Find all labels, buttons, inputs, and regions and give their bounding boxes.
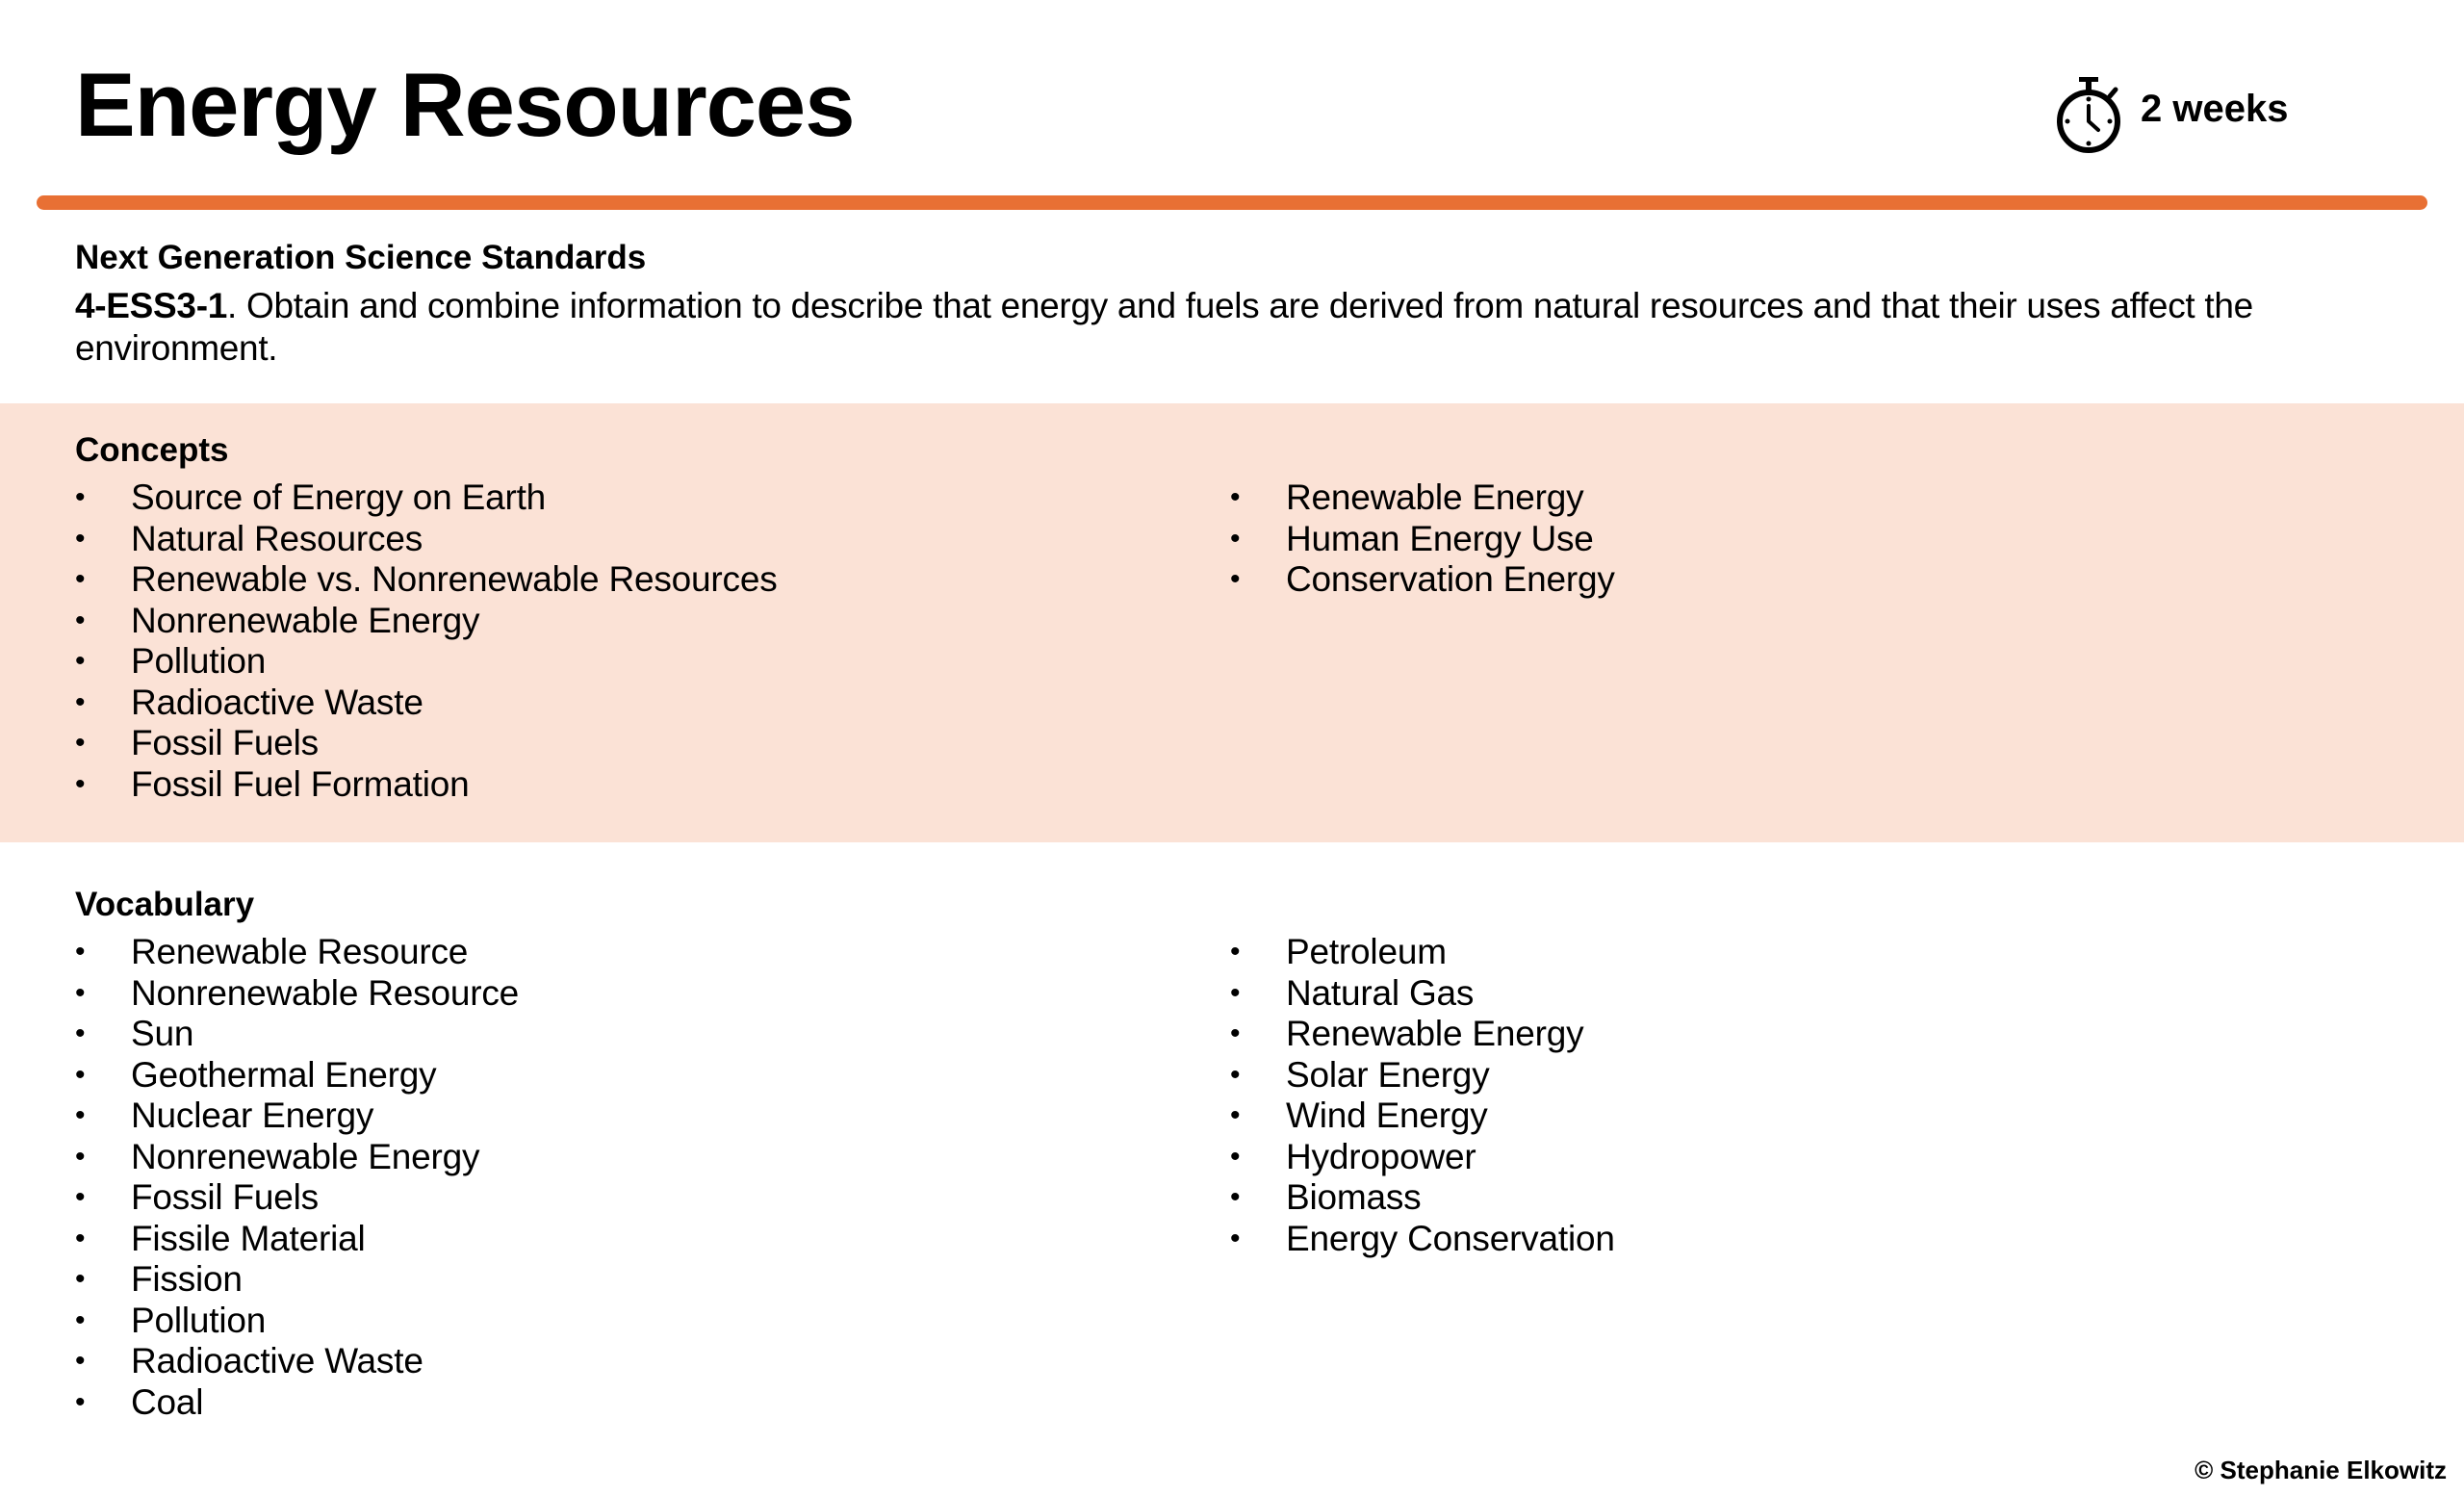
bullet-icon: • — [1230, 522, 1241, 555]
concept-item — [1230, 559, 1615, 601]
vocabulary-item-text: Biomass — [1286, 1177, 1422, 1217]
concepts-section — [75, 429, 2424, 805]
bullet-icon: • — [75, 1140, 86, 1173]
concepts-heading: Concepts — [75, 431, 229, 469]
bullet-icon: • — [75, 767, 86, 800]
bullet-icon: • — [1230, 1099, 1241, 1131]
bullet-icon: • — [75, 1099, 86, 1131]
vocabulary-item-text: Pollution — [131, 1300, 267, 1340]
page-title: Energy Resources — [75, 54, 855, 155]
vocabulary-item-text: Radioactive Waste — [131, 1341, 424, 1380]
vocabulary-item-text: Hydropower — [1286, 1136, 1476, 1176]
bullet-icon: • — [75, 1018, 86, 1049]
concept-item-text: Human Energy Use — [1286, 518, 1594, 558]
bullet-icon: • — [75, 563, 86, 595]
bullet-icon: • — [1230, 1058, 1241, 1091]
standard-code: 4-ESS3-1 — [75, 286, 228, 325]
bullet-icon: • — [75, 685, 86, 718]
vocabulary-heading: Vocabulary — [75, 886, 255, 923]
vocabulary-item — [75, 1382, 1230, 1424]
bullet-icon: • — [1230, 936, 1241, 967]
vocabulary-item — [1230, 1219, 1615, 1260]
concept-item — [75, 641, 1230, 683]
bullet-icon: • — [75, 1222, 86, 1254]
bullet-icon: • — [1230, 1018, 1241, 1049]
vocabulary-item — [1230, 1137, 1615, 1178]
bullet-icon: • — [75, 1263, 86, 1295]
vocabulary-list-left — [75, 932, 1230, 1423]
vocabulary-item-text: Nonrenewable Energy — [131, 1136, 480, 1176]
vocabulary-item-text: Wind Energy — [1286, 1096, 1488, 1135]
concept-item-text: Source of Energy on Earth — [131, 477, 547, 517]
vocabulary-item-text: Fissile Material — [131, 1218, 366, 1258]
concept-item — [1230, 519, 1615, 560]
concept-item — [75, 559, 1230, 601]
vocabulary-item-text: Fission — [131, 1259, 243, 1299]
concept-item-text: Pollution — [131, 641, 267, 681]
vocabulary-item-text: Renewable Resource — [131, 932, 469, 971]
bullet-icon: • — [75, 1345, 86, 1377]
standard-text: . Obtain and combine information to describe that energy and fuels are derived from natural resources and that their uses affect the environment. — [75, 286, 2253, 368]
bullet-icon: • — [1230, 1140, 1241, 1173]
vocabulary-item — [75, 932, 1230, 973]
vocabulary-item-text: Sun — [131, 1014, 194, 1053]
vocabulary-item — [75, 1177, 1230, 1219]
bullet-icon: • — [75, 645, 86, 677]
vocabulary-item-text: Petroleum — [1286, 932, 1447, 971]
concept-item — [75, 477, 1230, 519]
concept-item-text: Radioactive Waste — [131, 682, 424, 722]
vocabulary-item — [75, 1096, 1230, 1137]
bullet-icon: • — [1230, 481, 1241, 513]
vocabulary-item — [75, 1137, 1230, 1178]
vocabulary-item — [75, 1341, 1230, 1382]
vocabulary-item — [1230, 1177, 1615, 1219]
bullet-icon: • — [1230, 976, 1241, 1009]
bullet-icon: • — [75, 936, 86, 967]
concept-item-text: Nonrenewable Energy — [131, 600, 480, 640]
bullet-icon: • — [75, 1181, 86, 1213]
concept-item-text: Fossil Fuels — [131, 723, 319, 762]
concept-item — [75, 723, 1230, 764]
concept-item — [75, 683, 1230, 724]
vocabulary-item — [75, 1259, 1230, 1301]
vocabulary-item — [1230, 1096, 1615, 1137]
duration-label: 2 weeks — [2141, 88, 2289, 130]
vocabulary-item-text: Energy Conservation — [1286, 1218, 1615, 1258]
vocabulary-item — [1230, 1055, 1615, 1096]
concept-item-text: Fossil Fuel Formation — [131, 763, 470, 804]
concept-item — [1230, 477, 1615, 519]
concept-item-text: Natural Resources — [131, 518, 424, 558]
bullet-icon: • — [75, 481, 86, 513]
vocabulary-item — [75, 1014, 1230, 1055]
concept-item-text: Renewable Energy — [1286, 477, 1584, 517]
stopwatch-icon — [2056, 75, 2127, 154]
vocabulary-item — [75, 1055, 1230, 1096]
orange-divider — [37, 195, 2427, 210]
vocabulary-item-text: Nonrenewable Resource — [131, 972, 520, 1013]
bullet-icon: • — [1230, 563, 1241, 595]
concept-item-text: Renewable vs. Nonrenewable Resources — [131, 559, 778, 599]
concept-item-text: Conservation Energy — [1286, 559, 1615, 599]
concept-item — [75, 519, 1230, 560]
vocabulary-item-text: Nuclear Energy — [131, 1096, 374, 1135]
bullet-icon: • — [75, 1058, 86, 1091]
vocabulary-item — [75, 1219, 1230, 1260]
copyright-notice: © Stephanie Elkowitz — [2194, 1456, 2447, 1484]
concepts-list-left — [75, 477, 1230, 805]
bullet-icon: • — [1230, 1181, 1241, 1213]
vocabulary-item — [1230, 973, 1615, 1015]
bullet-icon: • — [75, 1385, 86, 1418]
bullet-icon: • — [75, 522, 86, 555]
bullet-icon: • — [75, 976, 86, 1009]
vocabulary-item — [1230, 932, 1615, 973]
concept-item — [75, 601, 1230, 642]
duration-badge — [2056, 75, 2288, 154]
vocabulary-item-text: Solar Energy — [1286, 1054, 1490, 1095]
vocabulary-list-right — [1230, 932, 1615, 1423]
vocabulary-item-text: Natural Gas — [1286, 972, 1475, 1013]
bullet-icon: • — [1230, 1222, 1241, 1254]
ngss-section — [75, 237, 2424, 370]
vocabulary-item-text: Geothermal Energy — [131, 1054, 437, 1095]
vocabulary-item — [75, 973, 1230, 1015]
bullet-icon: • — [75, 727, 86, 759]
ngss-heading: Next Generation Science Standards — [75, 239, 647, 276]
bullet-icon: • — [75, 604, 86, 636]
vocabulary-item-text: Renewable Energy — [1286, 1014, 1584, 1053]
standard-description — [75, 285, 2424, 370]
vocabulary-item — [1230, 1014, 1615, 1055]
concept-item — [75, 764, 1230, 806]
bullet-icon: • — [75, 1303, 86, 1336]
vocabulary-item-text: Fossil Fuels — [131, 1177, 319, 1217]
vocabulary-item — [75, 1301, 1230, 1342]
concepts-list-right — [1230, 477, 1615, 805]
vocabulary-section — [75, 884, 2424, 1423]
vocabulary-item-text: Coal — [131, 1381, 204, 1422]
